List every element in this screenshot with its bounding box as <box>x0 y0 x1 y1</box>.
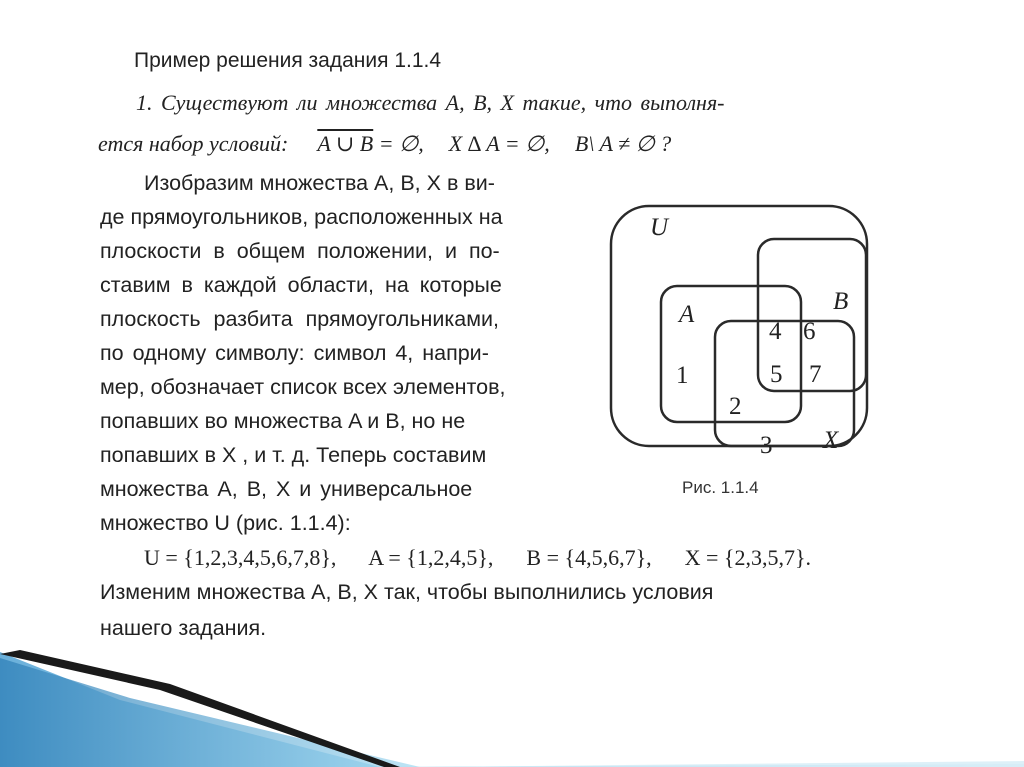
set-b: B = {4,5,6,7}, <box>526 545 652 570</box>
condition-3: B\ A ≠ ∅ ? <box>574 131 672 156</box>
label-u: U <box>650 214 669 241</box>
region-1: 1 <box>676 362 689 389</box>
region-2: 2 <box>729 393 742 420</box>
region-4: 4 <box>769 318 782 345</box>
body-line: де прямоугольников, расположенных на <box>100 205 503 229</box>
condition-2: X ∆ A = ∅, <box>448 131 550 156</box>
question-line-1: 1. Существуют ли множества A, B, X такие, что выполня- <box>136 90 725 115</box>
figure-caption: Рис. 1.1.4 <box>682 478 759 497</box>
closing-line: нашего задания. <box>100 616 267 640</box>
region-3: 3 <box>760 432 773 459</box>
body-line: по одному символу: символ 4, напри- <box>100 341 489 365</box>
body-line: множество U (рис. 1.1.4): <box>100 511 351 535</box>
body-line: множества A, B, X и универсальное <box>100 477 473 501</box>
body-line: попавших во множества A и B, но не <box>100 409 466 433</box>
label-a: A <box>679 301 695 328</box>
label-x: X <box>823 427 839 454</box>
body-line: мер, обозначает список всех элементов, <box>100 375 506 399</box>
label-b: B <box>833 288 849 315</box>
body-line: плоскости в общем положении, и по- <box>100 239 500 263</box>
region-6: 6 <box>803 318 816 345</box>
region-7: 7 <box>809 361 822 388</box>
condition-union-complement: A ∪ B <box>317 131 374 156</box>
condition-1-rest: = ∅, <box>373 131 424 156</box>
sets-line <box>144 547 811 569</box>
closing-line: Изменим множества A, B, X так, чтобы выполнились условия <box>100 580 714 604</box>
body-line: плоскость разбита прямоугольниками, <box>100 307 499 331</box>
set-a: A = {1,2,4,5}, <box>368 545 494 570</box>
set-x: X = {2,3,5,7}. <box>684 545 812 570</box>
question-prefix: ется набор условий: <box>98 131 289 156</box>
textbook-page <box>96 36 886 646</box>
venn-figure <box>604 204 874 459</box>
set-u: U = {1,2,3,4,5,6,7,8}, <box>144 545 337 570</box>
question-line-2 <box>98 133 671 155</box>
page-title: Пример решения задания 1.1.4 <box>134 49 442 72</box>
body-line: Изобразим множества A, B, X в ви- <box>144 171 495 195</box>
body-line: ставим в каждой области, на которые <box>100 273 502 297</box>
body-line: попавших в X , и т. д. Теперь составим <box>100 443 487 467</box>
region-5: 5 <box>770 361 783 388</box>
slide-decoration <box>0 640 1024 767</box>
